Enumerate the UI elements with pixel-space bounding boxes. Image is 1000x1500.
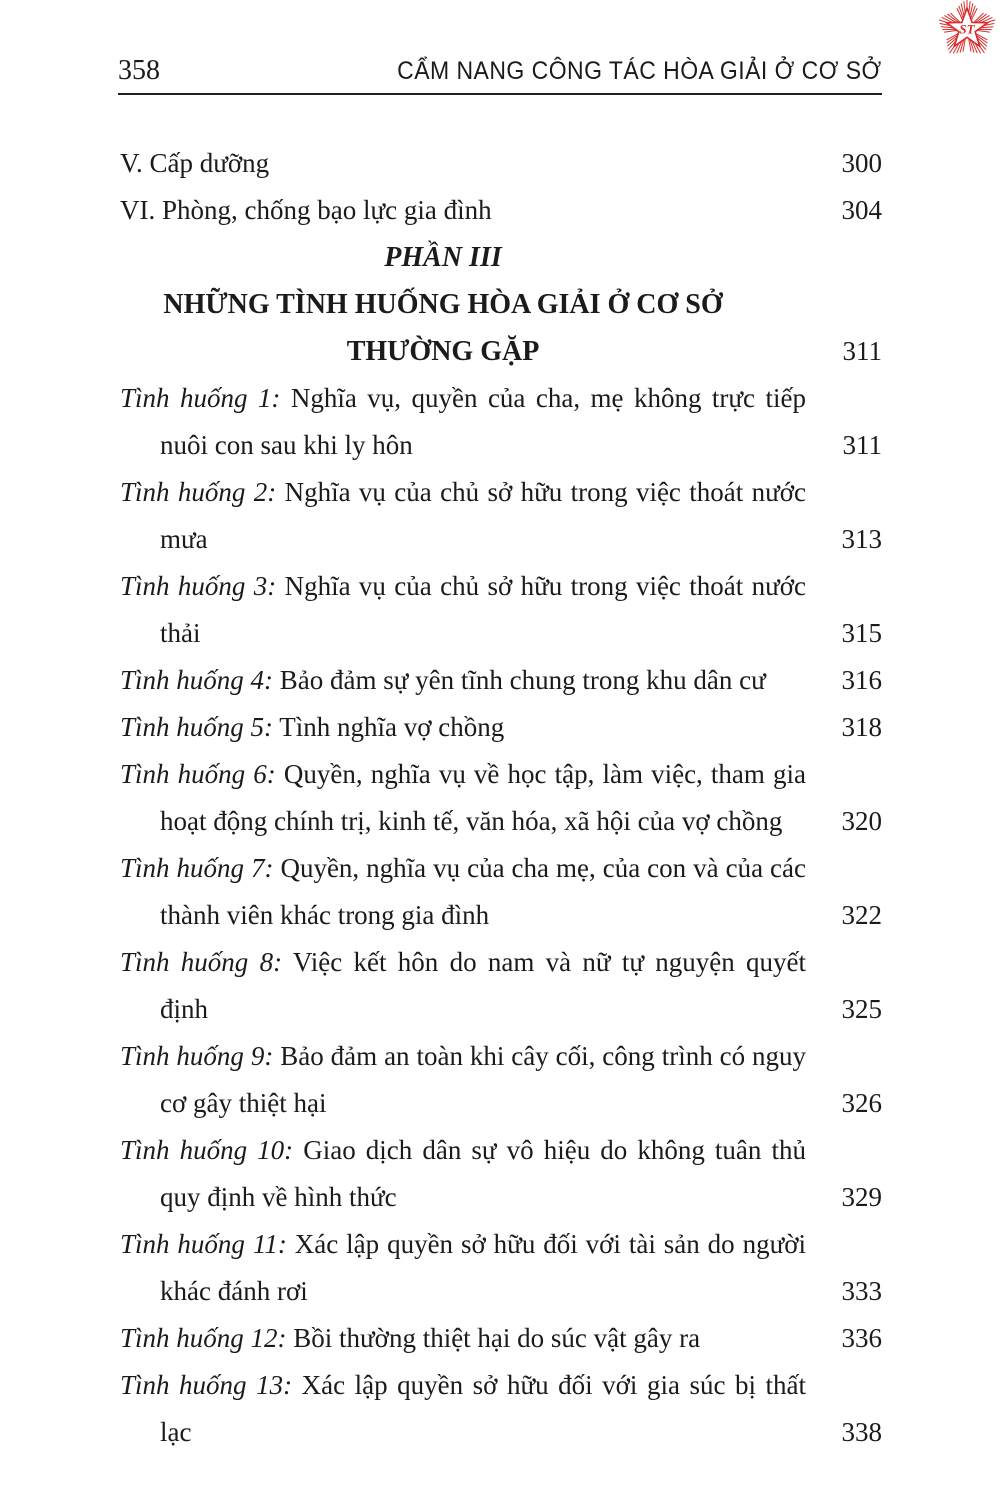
situation-label: Tình huống 10: <box>120 1135 294 1165</box>
toc-entry[interactable] <box>120 1315 882 1362</box>
toc-situations-list <box>120 375 882 1456</box>
toc-entry[interactable] <box>120 375 882 469</box>
toc-entry[interactable] <box>120 1127 882 1221</box>
toc-entry[interactable] <box>120 704 882 751</box>
toc-entry-text <box>120 1033 806 1127</box>
situation-label: Tình huống 13: <box>120 1370 293 1400</box>
toc-entry-page: 336 <box>841 1323 882 1353</box>
toc-entry-page: 300 <box>841 148 882 178</box>
toc-entry-page: 304 <box>841 195 882 225</box>
toc-entry-text <box>120 939 806 1033</box>
toc-entry-page: 338 <box>841 1417 882 1447</box>
toc-entry-page: 318 <box>841 712 882 742</box>
situation-title: Tình nghĩa vợ chồng <box>279 712 505 742</box>
toc-entry-page: 320 <box>841 806 882 836</box>
toc-entry-text <box>120 704 806 751</box>
situation-label: Tình huống 5: <box>120 712 274 742</box>
situation-title: Xác lập quyền sở hữu đối với gia súc bị thất lạc <box>160 1370 806 1447</box>
page-header <box>118 56 882 95</box>
situation-title: Nghĩa vụ, quyền của cha, mẹ không trực tiếp nuôi con sau khi ly hôn <box>160 383 806 460</box>
toc-entry[interactable] <box>120 751 882 845</box>
situation-label: Tình huống 7: <box>120 853 274 883</box>
toc-entry-text <box>120 845 806 939</box>
situation-title: Nghĩa vụ của chủ sở hữu trong việc thoát nước thải <box>160 571 807 648</box>
toc-entry[interactable] <box>120 469 882 563</box>
part-page: 311 <box>842 336 882 366</box>
situation-title: Bảo đảm sự yên tĩnh chung trong khu dân cư <box>279 665 766 695</box>
toc-entry-text <box>120 563 806 657</box>
toc-entry-page: 325 <box>841 994 882 1024</box>
toc-entry-text <box>120 375 806 469</box>
toc-entry-page: 326 <box>841 1088 882 1118</box>
situation-title: Giao dịch dân sự vô hiệu do không tuân thủ quy định về hình thức <box>160 1135 806 1212</box>
part-heading <box>120 234 882 375</box>
table-of-contents <box>120 140 882 1456</box>
toc-entry-text <box>120 1127 806 1221</box>
situation-title: Nghĩa vụ của chủ sở hữu trong việc thoát nước mưa <box>160 477 807 554</box>
toc-entry-page: 329 <box>841 1182 882 1212</box>
toc-entry[interactable] <box>120 1221 882 1315</box>
toc-entry-text <box>120 1315 806 1362</box>
toc-entry-page: 333 <box>841 1276 882 1306</box>
toc-entry-text <box>120 657 806 704</box>
page-number: 358 <box>118 55 160 86</box>
toc-entry-page: 315 <box>841 618 882 648</box>
toc-entry[interactable] <box>120 939 882 1033</box>
toc-entry-text <box>120 1221 806 1315</box>
toc-entry-text <box>120 469 806 563</box>
situation-title: Quyền, nghĩa vụ về học tập, làm việc, tham gia hoạt động chính trị, kinh tế, văn hóa, xã hội của vợ chồng <box>160 759 807 836</box>
situation-label: Tình huống 4: <box>120 665 274 695</box>
part-title-row[interactable] <box>120 328 882 375</box>
toc-entry[interactable] <box>120 845 882 939</box>
toc-entry[interactable] <box>120 1362 882 1456</box>
running-title: CẨM NANG CÔNG TÁC HÒA GIẢI Ở CƠ SỞ <box>397 57 882 85</box>
situation-label: Tình huống 11: <box>120 1229 287 1259</box>
toc-entry-page: 316 <box>841 665 882 695</box>
situation-title: Việc kết hôn do nam và nữ tự nguyện quyết định <box>160 947 807 1024</box>
situation-title: Quyền, nghĩa vụ của cha mẹ, của con và của các thành viên khác trong gia đình <box>160 853 806 930</box>
situation-title: Bồi thường thiệt hại do súc vật gây ra <box>293 1323 701 1353</box>
star-st-icon <box>936 0 998 60</box>
part-title-line1: NHỮNG TÌNH HUỐNG HÒA GIẢI Ở CƠ SỞ <box>163 289 723 320</box>
toc-entry[interactable] <box>120 657 882 704</box>
situation-label: Tình huống 9: <box>120 1041 274 1071</box>
toc-entry-title: V. Cấp dưỡng <box>120 148 270 178</box>
toc-entry[interactable] <box>120 1033 882 1127</box>
situation-title: Xác lập quyền sở hữu đối với tài sản do người khác đánh rơi <box>160 1229 807 1306</box>
svg-text:ST: ST <box>959 21 975 37</box>
situation-title: Bảo đảm an toàn khi cây cối, công trình có nguy cơ gây thiệt hại <box>160 1041 807 1118</box>
toc-entry[interactable] <box>120 187 882 234</box>
situation-label: Tình huống 12: <box>120 1323 287 1353</box>
toc-entry-page: 322 <box>841 900 882 930</box>
part-title-line2: THƯỜNG GẶP <box>346 336 540 367</box>
situation-label: Tình huống 8: <box>120 947 283 977</box>
toc-entry-title: VI. Phòng, chống bạo lực gia đình <box>120 195 492 225</box>
toc-entry-text <box>120 751 806 845</box>
toc-entry[interactable] <box>120 140 882 187</box>
situation-label: Tình huống 2: <box>120 477 277 507</box>
part-kicker: PHẦN III <box>384 242 502 273</box>
situation-label: Tình huống 3: <box>120 571 277 601</box>
publisher-logo <box>936 0 998 60</box>
toc-entry-text <box>120 1362 806 1456</box>
situation-label: Tình huống 6: <box>120 759 276 789</box>
toc-front-list <box>120 140 882 234</box>
toc-entry[interactable] <box>120 563 882 657</box>
situation-label: Tình huống 1: <box>120 383 281 413</box>
toc-entry-page: 313 <box>841 524 882 554</box>
toc-entry-page: 311 <box>842 430 882 460</box>
